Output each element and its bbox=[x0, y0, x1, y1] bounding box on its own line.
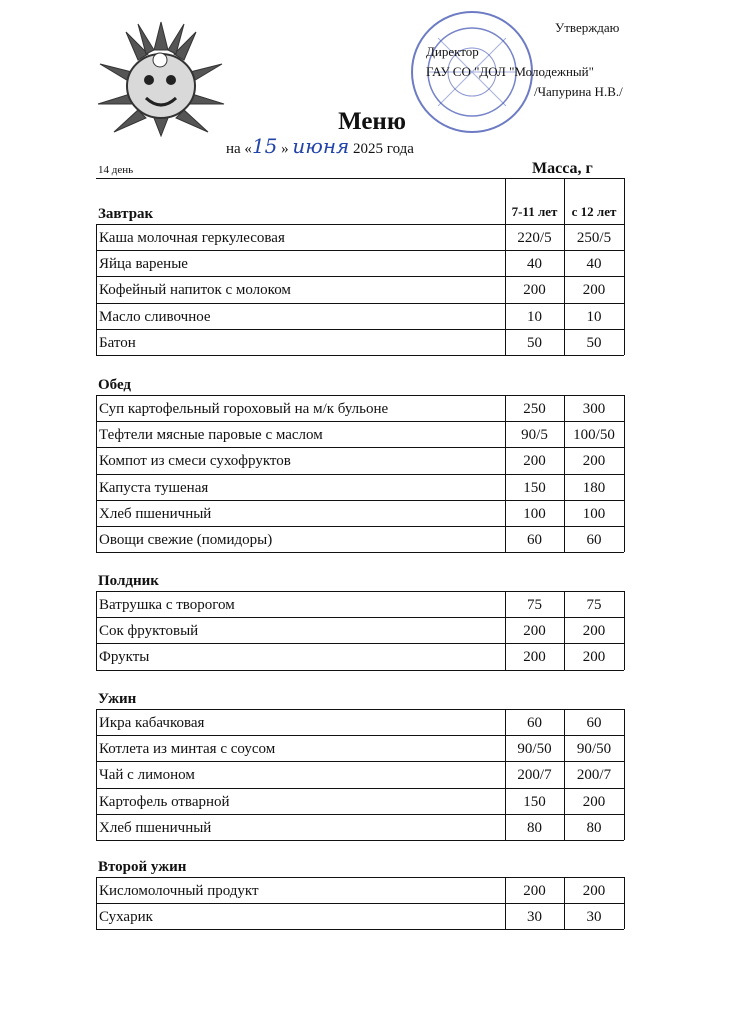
menu-item-name: Батон bbox=[99, 334, 136, 351]
page-title: Меню bbox=[338, 108, 406, 135]
menu-item-name: Чай с лимоном bbox=[99, 767, 195, 784]
menu-item-name: Овощи свежие (помидоры) bbox=[99, 532, 273, 548]
table-rule bbox=[96, 474, 624, 475]
table-rule bbox=[96, 814, 624, 815]
section-title: Ужин bbox=[98, 691, 137, 707]
portion-12-plus: 60 bbox=[586, 532, 602, 548]
table-rule bbox=[96, 929, 624, 930]
director-name: /Чапурина Н.В./ bbox=[534, 84, 623, 99]
portion-7-11: 10 bbox=[527, 308, 542, 325]
menu-item-name: Капуста тушеная bbox=[99, 479, 209, 496]
menu-item-name: Ватрушка с творогом bbox=[99, 597, 235, 613]
table-rule bbox=[96, 447, 624, 448]
portion-7-11: 60 bbox=[527, 532, 542, 548]
portion-12-plus: 300 bbox=[582, 401, 606, 417]
portion-7-11: 50 bbox=[527, 334, 542, 351]
menu-item-name: Сок фруктовый bbox=[99, 623, 199, 640]
portion-12-plus: 60 bbox=[586, 715, 602, 731]
portion-7-11: 220/5 bbox=[517, 230, 552, 246]
table-rule bbox=[96, 591, 624, 592]
portion-12-plus: 180 bbox=[582, 479, 606, 496]
table-rule bbox=[564, 395, 565, 552]
menu-item-name: Яйца вареные bbox=[99, 256, 188, 273]
portion-12-plus: 90/50 bbox=[576, 741, 612, 758]
portion-7-11: 200 bbox=[523, 649, 546, 666]
section-title: Завтрак bbox=[98, 206, 154, 222]
table-rule bbox=[96, 329, 624, 330]
portion-7-11: 40 bbox=[527, 256, 542, 273]
portion-12-plus: 100 bbox=[582, 505, 606, 522]
table-rule bbox=[96, 670, 624, 671]
portion-12-plus: 100/50 bbox=[573, 427, 615, 444]
day-number: 14 день bbox=[98, 164, 134, 176]
date-month: июня bbox=[292, 134, 350, 158]
portion-12-plus: 200 bbox=[582, 649, 606, 666]
table-rule bbox=[96, 877, 624, 878]
mass-header: Масса, г bbox=[532, 160, 593, 177]
table-rule bbox=[624, 877, 625, 929]
portion-7-11: 150 bbox=[523, 479, 546, 496]
portion-12-plus: 40 bbox=[586, 256, 602, 273]
portion-7-11: 90/5 bbox=[521, 427, 548, 444]
date-day: 15 bbox=[251, 134, 278, 158]
portion-7-11: 200 bbox=[523, 453, 546, 470]
portion-12-plus: 80 bbox=[586, 819, 602, 836]
portion-12-plus: 250/5 bbox=[576, 230, 612, 246]
table-rule bbox=[96, 788, 624, 789]
menu-item-name: Суп картофельный гороховый на м/к бульоне bbox=[99, 401, 389, 417]
table-rule bbox=[96, 421, 624, 422]
portion-7-11: 80 bbox=[527, 819, 542, 836]
director-title: Директор bbox=[426, 44, 479, 59]
table-rule bbox=[624, 395, 625, 552]
table-rule bbox=[96, 643, 624, 644]
menu-item-name: Икра кабачковая bbox=[99, 715, 205, 731]
section-title: Обед bbox=[98, 377, 132, 393]
portion-7-11: 200 bbox=[523, 282, 546, 299]
portion-7-11: 200 bbox=[523, 623, 546, 640]
table-rule bbox=[96, 224, 624, 225]
table-rule bbox=[96, 617, 624, 618]
director-org: ГАУ СО "ДОЛ "Молодежный" bbox=[426, 64, 594, 79]
portion-7-11: 100 bbox=[523, 505, 546, 522]
menu-item-name: Хлеб пшеничный bbox=[99, 505, 212, 522]
table-rule bbox=[505, 395, 506, 552]
menu-item-name: Котлета из минтая с соусом bbox=[99, 741, 276, 758]
portion-12-plus: 200/7 bbox=[576, 767, 612, 784]
menu-item-name: Тефтели мясные паровые с маслом bbox=[99, 427, 323, 444]
table-rule bbox=[96, 840, 624, 841]
table-rule bbox=[96, 526, 624, 527]
portion-12-plus: 200 bbox=[582, 793, 606, 810]
portion-7-11: 150 bbox=[523, 793, 546, 810]
portion-12-plus: 200 bbox=[582, 883, 606, 899]
date-prefix: на « bbox=[226, 141, 252, 157]
column-header-age-7-11: 7-11 лет bbox=[511, 204, 558, 219]
portion-12-plus: 200 bbox=[582, 623, 606, 640]
table-rule bbox=[96, 224, 97, 355]
table-rule bbox=[96, 500, 624, 501]
table-rule bbox=[96, 735, 624, 736]
table-rule bbox=[96, 355, 624, 356]
portion-7-11: 90/50 bbox=[517, 741, 552, 758]
portion-12-plus: 200 bbox=[582, 453, 606, 470]
table-rule bbox=[96, 709, 624, 710]
menu-item-name: Масло сливочное bbox=[99, 308, 211, 325]
menu-item-name: Каша молочная геркулесовая bbox=[99, 230, 285, 246]
approve-label: Утверждаю bbox=[555, 20, 620, 35]
portion-12-plus: 75 bbox=[586, 597, 602, 613]
column-header-age-12-plus: с 12 лет bbox=[571, 204, 617, 219]
portion-7-11: 75 bbox=[527, 597, 542, 613]
table-rule bbox=[96, 877, 97, 929]
portion-7-11: 200/7 bbox=[517, 767, 552, 784]
table-rule bbox=[96, 591, 97, 670]
table-rule bbox=[96, 709, 97, 840]
director-block bbox=[426, 42, 623, 102]
section-title: Второй ужин bbox=[98, 859, 187, 875]
table-rule bbox=[96, 303, 624, 304]
menu-item-name: Компот из смеси сухофруктов bbox=[99, 453, 291, 470]
menu-item-name: Сухарик bbox=[99, 909, 153, 926]
menu-item-name: Фрукты bbox=[99, 649, 150, 666]
portion-12-plus: 50 bbox=[586, 334, 602, 351]
portion-12-plus: 30 bbox=[586, 909, 602, 926]
portion-12-plus: 200 bbox=[582, 282, 606, 299]
table-rule bbox=[96, 178, 624, 179]
menu-item-name: Хлеб пшеничный bbox=[99, 819, 212, 836]
table-rule bbox=[624, 709, 625, 840]
portion-7-11: 30 bbox=[527, 909, 542, 926]
portion-7-11: 250 bbox=[523, 401, 546, 417]
table-rule bbox=[96, 395, 624, 396]
section-title: Полдник bbox=[98, 573, 159, 589]
portion-12-plus: 10 bbox=[586, 308, 602, 325]
table-rule bbox=[96, 761, 624, 762]
date-suffix: 2025 года bbox=[353, 141, 414, 157]
table-rule bbox=[96, 250, 624, 251]
table-rule bbox=[624, 591, 625, 670]
table-rule bbox=[96, 395, 97, 552]
table-rule bbox=[96, 552, 624, 553]
table-rule bbox=[96, 276, 624, 277]
menu-item-name: Кофейный напиток с молоком bbox=[99, 282, 291, 299]
menu-item-name: Кисломолочный продукт bbox=[99, 883, 259, 899]
table-rule bbox=[96, 903, 624, 904]
date-line bbox=[226, 134, 414, 158]
date-sep: » bbox=[281, 141, 289, 157]
portion-7-11: 200 bbox=[523, 883, 546, 899]
menu-item-name: Картофель отварной bbox=[99, 793, 230, 810]
portion-7-11: 60 bbox=[527, 715, 542, 731]
table-rule bbox=[624, 178, 625, 355]
